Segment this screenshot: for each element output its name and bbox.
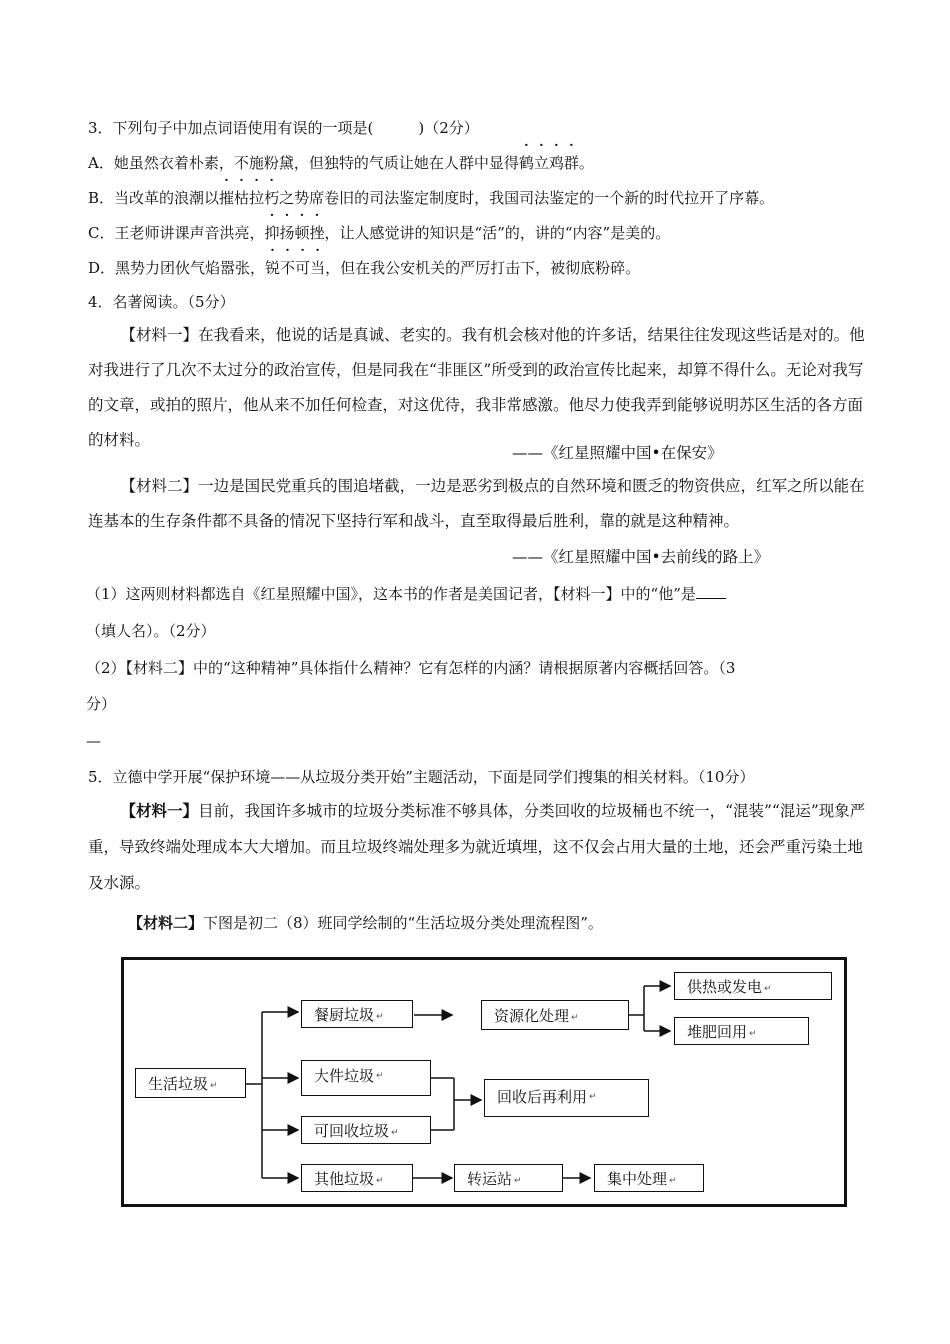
emphasis-char: 群 [563, 154, 579, 172]
q3-option-d [88, 258, 640, 278]
node-heat-power: 供热或发电 ↵ [674, 972, 832, 1000]
node-recyclable-waste: 可回收垃圾 ↵ [301, 1116, 431, 1144]
node-compost: 堆肥回用 ↵ [674, 1017, 809, 1045]
waste-flowchart [121, 957, 847, 1207]
node-transfer-station: 转运站 ↵ [454, 1164, 563, 1192]
q4-sub1 [86, 584, 726, 604]
q3-b-end: 之势席卷旧的司法鉴定制度时，我国司法鉴定的一个新的时代拉开了序幕。 [279, 189, 775, 207]
q3-option-c [88, 223, 670, 243]
q4-stem: 4．名著阅读。（5分） [88, 293, 235, 311]
q4-answer-line[interactable]: — [86, 732, 101, 750]
emphasis-char: 枯 [234, 189, 250, 207]
q4-m2-source: ——《红星照耀中国•去前线的路上》 [512, 548, 770, 566]
q5-material-one [88, 793, 868, 901]
q4-sub1-text: （1）这两则材料都选自《红星照耀中国》，这本书的作者是美国记者，【材料一】中的“他”是 [86, 585, 696, 603]
emphasis-char: 顿 [294, 224, 310, 242]
emphasis-char: 锐 [265, 259, 281, 277]
emphasis-char: 抑 [264, 224, 280, 242]
q4-material-one [88, 318, 868, 458]
q3-b-text: B．当改革的浪潮以 [88, 189, 220, 207]
emphasis-char: 摧 [219, 189, 235, 207]
q3-d-end: ，但在我公安机关的严厉打击下，被彻底粉碎。 [325, 259, 641, 277]
q4-m2-text: 一边是国民党重兵的围追堵截，一边是恶劣到极点的自然环境和匮乏的物资供应，红军之所以能在连基本的生存条件都不具备的情况下坚持行军和战斗，直至取得最后胜利，靠的就是这种精神。 [88, 477, 865, 530]
q4-m1-label: 【材料一】 [120, 326, 199, 344]
q3-a-text: A．她虽然衣着朴素，不施粉黛，但独特的气质让她在人群中显得 [88, 154, 519, 172]
emphasis-char: 鸡 [548, 154, 564, 172]
q4-sub2-tail: 分） [86, 695, 117, 713]
emphasis-char: 朽 [264, 189, 280, 207]
q3-a-dotted-term [519, 154, 579, 172]
node-other-waste: 其他垃圾 ↵ [301, 1164, 413, 1192]
q3-stem: 3．下列句子中加点词语使用有误的一项是( )（2分） [88, 119, 479, 137]
q4-m2-label: 【材料二】 [120, 477, 199, 495]
q4-material-two [88, 469, 868, 539]
node-bulky-waste: 大件垃圾 ↵ [301, 1060, 431, 1096]
node-domestic-waste: 生活垃圾 ↵ [135, 1068, 246, 1098]
node-resource-treatment: 资源化处理 ↵ [481, 1000, 629, 1030]
q5-m2-text: 下图是初二（8）班同学绘制的“生活垃圾分类处理流程图”。 [203, 914, 603, 932]
q5-m1-label: 【材料一】 [120, 801, 199, 820]
node-kitchen-waste: 餐厨垃圾 ↵ [301, 1000, 413, 1028]
q4-m1-source: ——《红星照耀中国•在保安》 [512, 444, 723, 462]
q3-a-end: 。 [578, 154, 594, 172]
emphasis-char: 鹤 [518, 154, 534, 172]
emphasis-char: 扬 [279, 224, 295, 242]
q3-option-a [88, 153, 594, 173]
node-central-treatment: 集中处理 ↵ [594, 1164, 704, 1192]
q5-stem: 5．立德中学开展“保护环境——从垃圾分类开始”主题活动，下面是同学们搜集的相关材料。（10分） [88, 768, 755, 786]
q5-m1-text: 目前，我国许多城市的垃圾分类标准不够具体，分类回收的垃圾桶也不统一，“混装”“混运”现象严重，导致终端处理成本大大增加。而且垃圾终端处理多为就近填埋，这不仅会占用大量的土地，还会严重污染土地及水源。 [88, 802, 866, 892]
q3-c-end: ，让人感觉讲的知识是“活”的，讲的“内容”是美的。 [324, 224, 671, 242]
q4-sub1-answer-blank[interactable] [696, 584, 726, 599]
q3-c-text: C．王老师讲课声音洪亮， [88, 224, 265, 242]
q4-sub1-tail: （填人名）。（2分） [86, 622, 216, 640]
q3-option-b [88, 188, 774, 208]
q5-m2-label: 【材料二】 [128, 914, 204, 932]
emphasis-char: 不 [280, 259, 296, 277]
q3-d-dotted-term [265, 259, 325, 277]
emphasis-char: 挫 [309, 224, 325, 242]
node-reuse: 回收后再利用 ↵ [484, 1079, 649, 1117]
emphasis-char: 可 [295, 259, 311, 277]
q5-material-two [128, 913, 603, 933]
q4-m1-text: 在我看来，他说的话是真诚、老实的。我有机会核对他的许多话，结果往往发现这些话是对的。他对我进行了几次不太过分的政治宣传，但是同我在“非匪区”所受到的政治宣传比起来，却算不得什么。无论对我写的文章，或拍的照片，他从来不加任何检查，对这优待，我非常感激。他尽力使我弄到能够说明苏区生活的各方面的材料。 [88, 326, 865, 449]
emphasis-char: 拉 [249, 189, 265, 207]
emphasis-char: 立 [533, 154, 549, 172]
q4-sub2: （2）【材料二】中的“这种精神”具体指什么精神？它有怎样的内涵？请根据原著内容概括回答。（3 [86, 659, 736, 677]
emphasis-char: 当 [310, 259, 326, 277]
q3-d-text: D．黑势力团伙气焰嚣张， [88, 259, 266, 277]
